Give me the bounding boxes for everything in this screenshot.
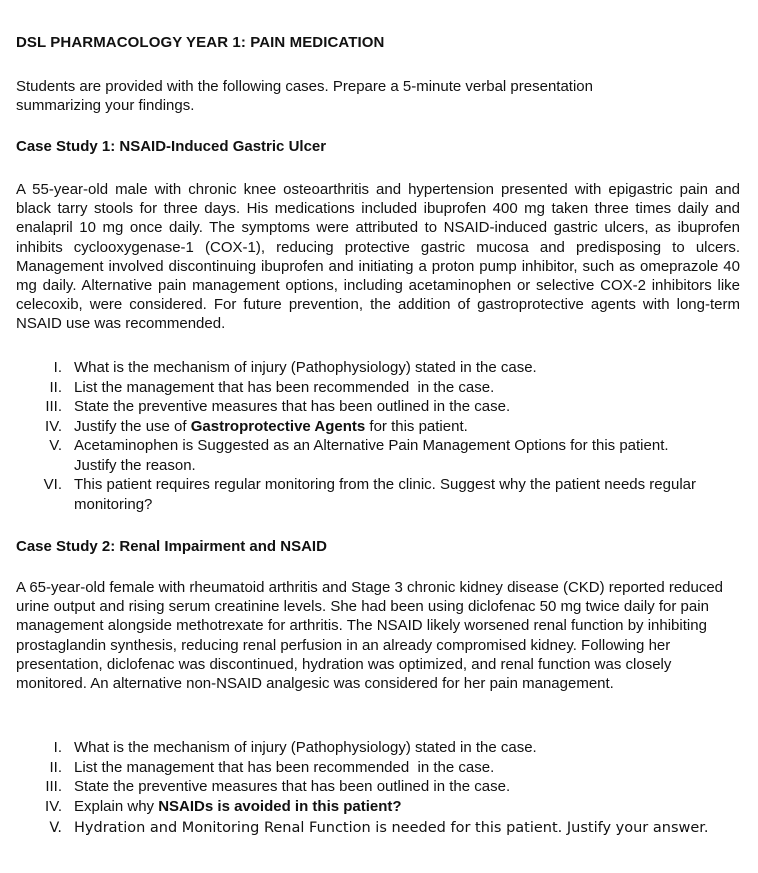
question-text: This patient requires regular monitoring from the clinic. Suggest why the patient needs regular monitoring? — [74, 476, 696, 513]
case2-question-5 — [0, 816, 714, 840]
case1-question-2 — [0, 378, 714, 398]
question-number: VI. — [43, 476, 62, 493]
question-number: I. — [53, 359, 62, 376]
case1-question-1 — [0, 358, 714, 378]
question-text: State the preventive measures that has been outlined in the case. — [74, 398, 511, 415]
question-text: List the management that has been recommended in the case. — [74, 758, 495, 776]
case2-question-1 — [0, 738, 714, 758]
intro-line-2: summarizing your findings. — [16, 97, 195, 114]
case2-question-2 — [0, 758, 714, 778]
question-number: V. — [49, 820, 62, 836]
question-number: V. — [49, 437, 62, 454]
question-number: III. — [45, 778, 62, 795]
case2-question-3 — [0, 777, 714, 797]
question-text-bold: Gastroprotective Agents — [190, 417, 366, 435]
question-text: What is the mechanism of injury (Pathophysiology) stated in the case. — [74, 359, 537, 376]
intro-line-1: Students are provided with the following cases. Prepare a 5-minute verbal presentation — [16, 78, 593, 95]
question-number: II. — [49, 378, 62, 396]
question-text: What is the mechanism of injury (Pathophysiology) stated in the case. — [74, 739, 537, 756]
case1-question-list — [0, 358, 758, 514]
question-text-start: Justify the use of — [74, 417, 191, 435]
case1-paragraph: A 55-year-old male with chronic knee osteoarthritis and hypertension presented with epigastric pain and black tarry stools for three days. His medications included ibuprofen 400 mg taken three times daily and enalapril 10 mg once daily. The symptoms were attributed to NSAID-induced gastric ulcers, as ibuprofen inhibits cyclooxygenase-1 (COX-1), reducing protective gastric mucosa and predisposing to ulcers. Management involved discontinuing ibuprofen and initiating a proton pump inhibitor, such as omeprazole 40 mg daily. Alternative pain management options, including acetaminophen or selective COX-2 inhibitors like celecoxib, were considered. For future prevention, the addition of gastroprotective agents with long-term NSAID use was recommended. — [16, 181, 740, 333]
document-title: DSL PHARMACOLOGY YEAR 1: PAIN MEDICATION — [16, 34, 385, 51]
question-text-start: Explain why — [74, 797, 159, 815]
question-number: IV. — [45, 797, 62, 815]
question-text: Hydration and Monitoring Renal Function is needed for this patient. Justify your answer. — [74, 820, 709, 836]
case2-heading: Case Study 2: Renal Impairment and NSAID — [16, 538, 327, 555]
case1-question-6 — [0, 475, 714, 514]
question-text: List the management that has been recommended in the case. — [74, 378, 495, 396]
question-text: Acetaminophen is Suggested as an Alternative Pain Management Options for this patient. Justify the reason. — [74, 437, 669, 474]
case2-question-list — [0, 738, 758, 840]
question-number: I. — [53, 739, 62, 756]
question-text: State the preventive measures that has been outlined in the case. — [74, 778, 511, 795]
intro-paragraph — [16, 77, 736, 115]
question-text-end: for this patient. — [365, 417, 468, 435]
case1-question-5 — [0, 436, 714, 475]
question-number: II. — [49, 758, 62, 776]
question-number: III. — [45, 398, 62, 415]
case2-question-4 — [0, 797, 714, 817]
question-number: IV. — [45, 417, 62, 435]
case1-question-3 — [0, 397, 714, 417]
case2-paragraph: A 65-year-old female with rheumatoid arthritis and Stage 3 chronic kidney disease (CKD) reported reduced urine output and rising serum creatinine levels. She had been using diclofenac 50 mg twice daily for pain management alongside methotrexate for arthritis. The NSAID likely worsened renal function by inhibiting prostaglandin synthesis, reducing renal perfusion in an already compromised kidney. Following her presentation, diclofenac was discontinued, hydration was optimized, and renal function was closely monitored. An alternative non-NSAID analgesic was considered for her pain management. — [16, 579, 724, 693]
question-text-bold: NSAIDs is avoided in this patient? — [158, 797, 402, 815]
case1-question-4 — [0, 417, 714, 437]
case1-heading: Case Study 1: NSAID-Induced Gastric Ulcer — [16, 138, 327, 155]
